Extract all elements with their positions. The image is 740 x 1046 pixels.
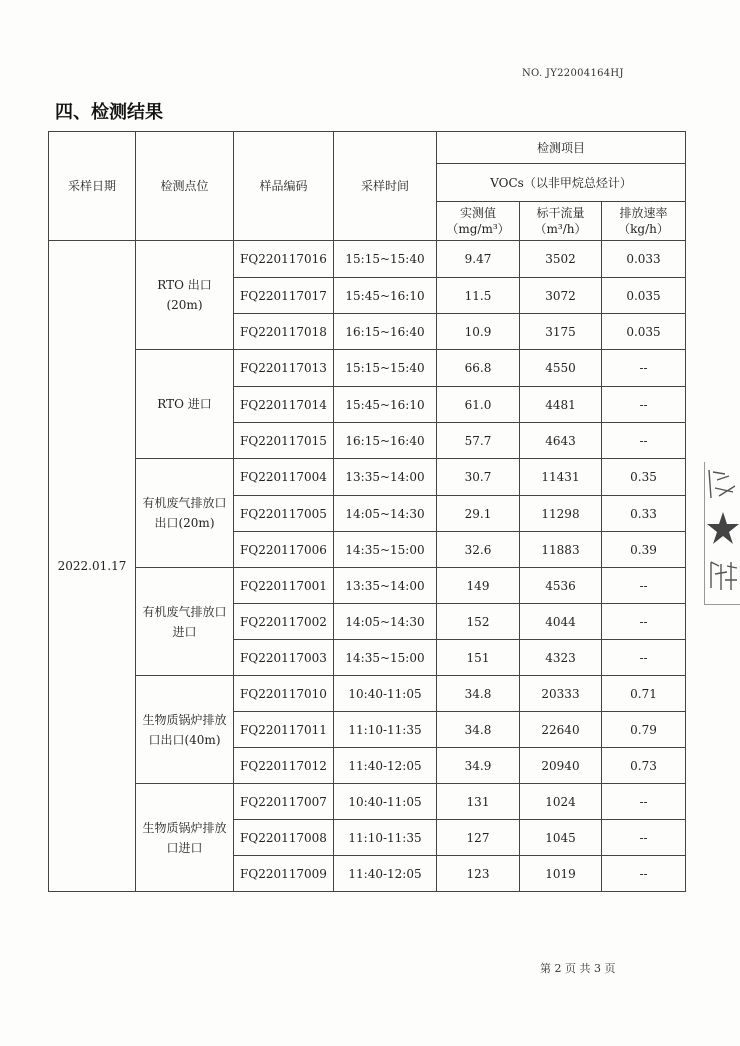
sampling-time-cell: 15:15~15:40 <box>334 241 437 278</box>
header-flow-label: 标干流量 <box>536 206 585 220</box>
measured-value-cell: 151 <box>437 640 520 676</box>
table-row <box>49 459 686 496</box>
flow-cell: 22640 <box>520 712 602 748</box>
sample-code-cell: FQ220117008 <box>234 820 334 856</box>
section-title: 四、检测结果 <box>55 102 163 123</box>
header-rate <box>602 202 686 241</box>
sampling-time-cell: 11:40-12:05 <box>334 748 437 784</box>
point-cell: 生物质锅炉排放口出口(40m) <box>136 676 234 784</box>
sampling-time-cell: 14:35~15:00 <box>334 532 437 568</box>
flow-cell: 3072 <box>520 278 602 314</box>
point-cell: RTO 进口 <box>136 350 234 459</box>
flow-cell: 4044 <box>520 604 602 640</box>
measured-value-cell: 57.7 <box>437 423 520 459</box>
header-date: 采样日期 <box>49 132 136 241</box>
rate-cell: -- <box>602 784 686 820</box>
header-rate-label: 排放速率 <box>619 206 668 220</box>
header-measured <box>437 202 520 241</box>
rate-cell: -- <box>602 820 686 856</box>
rate-cell: -- <box>602 604 686 640</box>
rate-cell: 0.035 <box>602 278 686 314</box>
seal-stamp-fragment <box>704 462 740 605</box>
sampling-date-cell: 2022.01.17 <box>49 241 136 892</box>
flow-cell: 1045 <box>520 820 602 856</box>
sample-code-cell: FQ220117010 <box>234 676 334 712</box>
sample-code-cell: FQ220117001 <box>234 568 334 604</box>
rate-cell: 0.71 <box>602 676 686 712</box>
flow-cell: 11298 <box>520 496 602 532</box>
flow-cell: 4550 <box>520 350 602 387</box>
measured-value-cell: 34.9 <box>437 748 520 784</box>
header-flow-unit: （m³/h） <box>534 222 587 236</box>
flow-cell: 1024 <box>520 784 602 820</box>
rate-cell: -- <box>602 640 686 676</box>
flow-cell: 4536 <box>520 568 602 604</box>
rate-cell: 0.033 <box>602 241 686 278</box>
table-row <box>49 241 686 278</box>
rate-cell: 0.33 <box>602 496 686 532</box>
sampling-time-cell: 14:05~14:30 <box>334 496 437 532</box>
rate-cell: 0.035 <box>602 314 686 350</box>
results-table <box>48 131 686 892</box>
sampling-time-cell: 11:10-11:35 <box>334 712 437 748</box>
sampling-time-cell: 15:15~15:40 <box>334 350 437 387</box>
rate-cell: -- <box>602 856 686 892</box>
point-cell: 有机废气排放口出口(20m) <box>136 459 234 568</box>
sample-code-cell: FQ220117018 <box>234 314 334 350</box>
sampling-time-cell: 15:45~16:10 <box>334 278 437 314</box>
sample-code-cell: FQ220117011 <box>234 712 334 748</box>
measured-value-cell: 11.5 <box>437 278 520 314</box>
point-cell: 生物质锅炉排放口进口 <box>136 784 234 892</box>
sampling-time-cell: 15:45~16:10 <box>334 387 437 423</box>
sampling-time-cell: 11:10-11:35 <box>334 820 437 856</box>
sample-code-cell: FQ220117003 <box>234 640 334 676</box>
measured-value-cell: 9.47 <box>437 241 520 278</box>
point-cell: RTO 出口(20m) <box>136 241 234 350</box>
sampling-time-cell: 13:35~14:00 <box>334 459 437 496</box>
sample-code-cell: FQ220117014 <box>234 387 334 423</box>
header-items: 检测项目 <box>437 132 686 164</box>
table-row <box>49 676 686 712</box>
rate-cell: 0.39 <box>602 532 686 568</box>
header-rate-unit: （kg/h） <box>618 222 669 236</box>
header-time: 采样时间 <box>334 132 437 241</box>
flow-cell: 20940 <box>520 748 602 784</box>
flow-cell: 11431 <box>520 459 602 496</box>
flow-cell: 4323 <box>520 640 602 676</box>
sampling-time-cell: 10:40-11:05 <box>334 676 437 712</box>
sampling-time-cell: 14:35~15:00 <box>334 640 437 676</box>
measured-value-cell: 32.6 <box>437 532 520 568</box>
point-cell: 有机废气排放口进口 <box>136 568 234 676</box>
measured-value-cell: 66.8 <box>437 350 520 387</box>
measured-value-cell: 30.7 <box>437 459 520 496</box>
header-measured-label: 实测值 <box>459 206 496 220</box>
sampling-time-cell: 11:40-12:05 <box>334 856 437 892</box>
sample-code-cell: FQ220117006 <box>234 532 334 568</box>
sampling-time-cell: 10:40-11:05 <box>334 784 437 820</box>
table-row <box>49 350 686 387</box>
rate-cell: 0.79 <box>602 712 686 748</box>
header-point: 检测点位 <box>136 132 234 241</box>
sample-code-cell: FQ220117005 <box>234 496 334 532</box>
report-number: NO. JY22004164HJ <box>522 68 624 79</box>
measured-value-cell: 123 <box>437 856 520 892</box>
rate-cell: -- <box>602 423 686 459</box>
sample-code-cell: FQ220117013 <box>234 350 334 387</box>
measured-value-cell: 29.1 <box>437 496 520 532</box>
sampling-time-cell: 13:35~14:00 <box>334 568 437 604</box>
sample-code-cell: FQ220117004 <box>234 459 334 496</box>
header-code: 样品编码 <box>234 132 334 241</box>
sample-code-cell: FQ220117007 <box>234 784 334 820</box>
rate-cell: -- <box>602 568 686 604</box>
rate-cell: 0.73 <box>602 748 686 784</box>
flow-cell: 11883 <box>520 532 602 568</box>
rate-cell: 0.35 <box>602 459 686 496</box>
rate-cell: -- <box>602 387 686 423</box>
header-flow <box>520 202 602 241</box>
measured-value-cell: 149 <box>437 568 520 604</box>
flow-cell: 3502 <box>520 241 602 278</box>
flow-cell: 20333 <box>520 676 602 712</box>
page-footer: 第 2 页 共 3 页 <box>540 962 616 975</box>
sample-code-cell: FQ220117009 <box>234 856 334 892</box>
measured-value-cell: 34.8 <box>437 712 520 748</box>
sample-code-cell: FQ220117012 <box>234 748 334 784</box>
sample-code-cell: FQ220117017 <box>234 278 334 314</box>
flow-cell: 4481 <box>520 387 602 423</box>
table-row <box>49 784 686 820</box>
flow-cell: 4643 <box>520 423 602 459</box>
header-measured-unit: （mg/m³） <box>446 222 510 236</box>
sampling-time-cell: 14:05~14:30 <box>334 604 437 640</box>
measured-value-cell: 131 <box>437 784 520 820</box>
measured-value-cell: 61.0 <box>437 387 520 423</box>
flow-cell: 1019 <box>520 856 602 892</box>
sample-code-cell: FQ220117016 <box>234 241 334 278</box>
sampling-time-cell: 16:15~16:40 <box>334 314 437 350</box>
sampling-time-cell: 16:15~16:40 <box>334 423 437 459</box>
table-row <box>49 568 686 604</box>
measured-value-cell: 152 <box>437 604 520 640</box>
sample-code-cell: FQ220117002 <box>234 604 334 640</box>
header-voc: VOCs（以非甲烷总烃计） <box>437 164 686 202</box>
rate-cell: -- <box>602 350 686 387</box>
measured-value-cell: 34.8 <box>437 676 520 712</box>
sample-code-cell: FQ220117015 <box>234 423 334 459</box>
flow-cell: 3175 <box>520 314 602 350</box>
measured-value-cell: 10.9 <box>437 314 520 350</box>
measured-value-cell: 127 <box>437 820 520 856</box>
